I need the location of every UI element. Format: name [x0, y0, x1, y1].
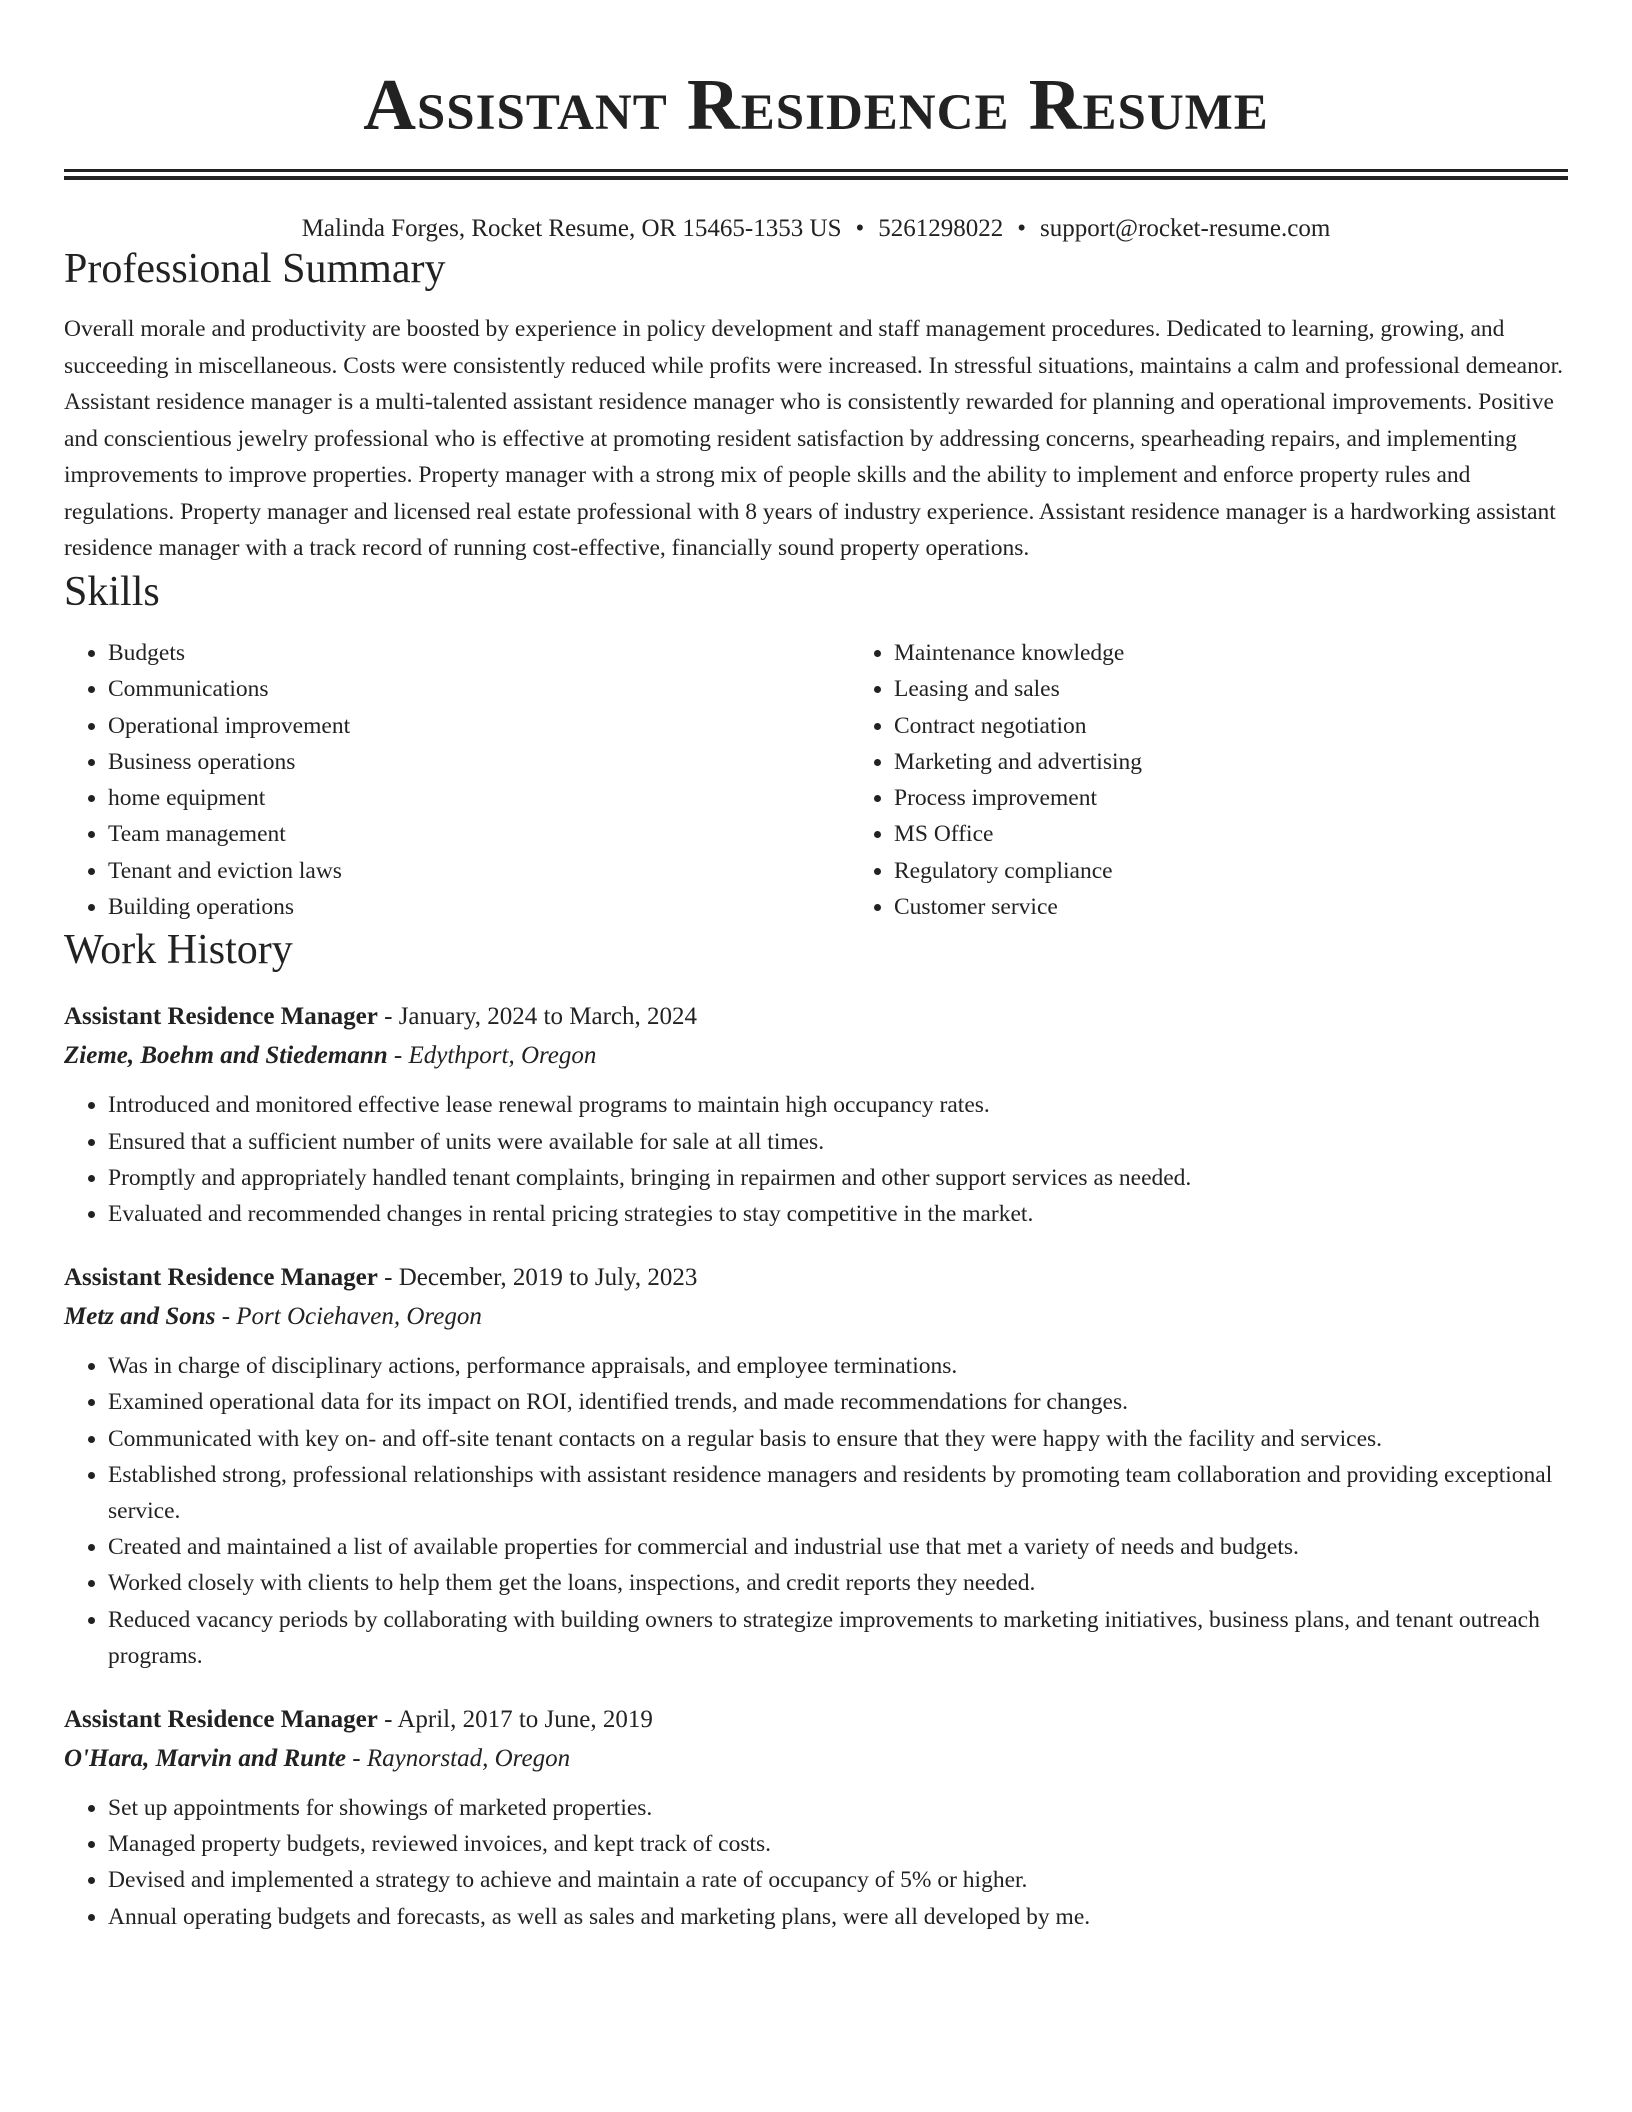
job-company: Metz and Sons	[64, 1303, 216, 1331]
job-bullet-list	[64, 1087, 1568, 1232]
skill-item: • home equipment	[108, 780, 850, 816]
job-company-line: O'Hara, Marvin and Runte - Raynorstad, Oregon	[64, 1744, 571, 1772]
job-dates: April, 2017 to June, 2019	[397, 1705, 653, 1733]
job-bullet: • Set up appointments for showings of marketed properties.	[108, 1790, 1568, 1826]
job-bullet: • Examined operational data for its impact on ROI, identified trends, and made recommendations for changes.	[108, 1384, 1568, 1420]
skill-item: • Maintenance knowledge	[894, 635, 1142, 671]
job-title: Assistant Residence Manager	[64, 1003, 378, 1031]
job-location: Edythport, Oregon	[408, 1042, 597, 1070]
job-bullet: • Was in charge of disciplinary actions, performance appraisals, and employee terminations.	[108, 1348, 1568, 1384]
job-title-line: Assistant Residence Manager - April, 2017 to June, 2019	[64, 1705, 653, 1733]
job-bullet: • Devised and implemented a strategy to achieve and maintain a rate of occupancy of 5% or higher.	[108, 1862, 1568, 1898]
skills-section	[64, 567, 1568, 925]
skill-item: • Process improvement	[894, 780, 1142, 816]
skill-item: • Leasing and sales	[894, 671, 1142, 707]
job-bullet: • Worked closely with clients to help them get the loans, inspections, and credit reports they needed.	[108, 1565, 1568, 1601]
job-company: O'Hara, Marvin and Runte	[64, 1744, 347, 1772]
skill-item: • MS Office	[894, 816, 1142, 852]
contact-phone: 5261298022	[878, 215, 1004, 242]
job-dates: December, 2019 to July, 2023	[398, 1264, 698, 1292]
job-title: Assistant Residence Manager	[64, 1705, 378, 1733]
skill-item: • Communications	[108, 671, 850, 707]
skills-heading: Skills	[64, 568, 160, 615]
job-location: Raynorstad, Oregon	[366, 1744, 571, 1772]
skill-item: • Operational improvement	[108, 708, 850, 744]
job-bullet: • Communicated with key on- and off-site tenant contacts on a regular basis to ensure that they were happy with the facility and services.	[108, 1421, 1568, 1457]
contact-separator: •	[1017, 215, 1027, 242]
job-bullet: • Created and maintained a list of available properties for commercial and industrial use that met a variety of needs and budgets.	[108, 1529, 1568, 1565]
job-company-line: Metz and Sons - Port Ociehaven, Oregon	[64, 1303, 482, 1331]
skill-item: • Customer service	[894, 889, 1142, 925]
job-bullet: • Annual operating budgets and forecasts, as well as sales and marketing plans, were all developed by me.	[108, 1899, 1568, 1935]
job-bullet: • Managed property budgets, reviewed invoices, and kept track of costs.	[108, 1826, 1568, 1862]
job-bullet: • Reduced vacancy periods by collaborating with building owners to strategize improvements to marketing initiatives, business plans, and tenant outreach programs.	[108, 1602, 1568, 1674]
job-bullet: • Introduced and monitored effective lease renewal programs to maintain high occupancy rates.	[108, 1087, 1568, 1123]
job-title: Assistant Residence Manager	[64, 1264, 378, 1292]
job-entry	[64, 997, 1568, 1232]
job-dates: January, 2024 to March, 2024	[398, 1003, 698, 1031]
contact-separator: •	[855, 215, 865, 242]
skills-column-left	[64, 635, 850, 925]
skill-item: • Building operations	[108, 889, 850, 925]
skills-column-right	[850, 635, 1142, 925]
skill-item: • Tenant and eviction laws	[108, 853, 850, 889]
contact-line	[64, 214, 1568, 244]
title-double-rule	[64, 169, 1568, 180]
summary-heading: Professional Summary	[64, 246, 446, 292]
skill-item: • Regulatory compliance	[894, 853, 1142, 889]
resume-title: Assistant Residence Resume	[363, 64, 1269, 145]
skill-item: • Team management	[108, 816, 850, 852]
professional-summary-section	[64, 244, 1568, 567]
job-bullet: • Promptly and appropriately handled tenant complaints, bringing in repairmen and other support services as needed.	[108, 1160, 1568, 1196]
work-history-heading: Work History	[64, 926, 293, 973]
job-bullet-list	[64, 1348, 1568, 1674]
job-bullet-list	[64, 1790, 1568, 1935]
job-entry	[64, 1258, 1568, 1674]
job-bullet: • Evaluated and recommended changes in rental pricing strategies to stay competitive in the market.	[108, 1196, 1568, 1232]
summary-text: Overall morale and productivity are boosted by experience in policy development and staff management procedures. Dedicated to learning, growing, and succeeding in miscellaneous. Costs were consistently reduced while profits were increased. In stressful situations, maintains a calm and professional demeanor. Assistant residence manager is a multi-talented assistant residence manager who is consistently rewarded for planning and operational improvements. Positive and conscientious jewelry professional who is effective at promoting resident satisfaction by addressing concerns, spearheading repairs, and implementing improvements to improve properties. Property manager with a strong mix of people skills and the ability to implement and enforce property rules and regulations. Property manager and licensed real estate professional with 8 years of industry experience. Assistant residence manager is a hardworking assistant residence manager with a track record of running cost-effective, financially sound property operations.	[64, 316, 1564, 562]
skill-item: • Marketing and advertising	[894, 744, 1142, 780]
skill-item: • Contract negotiation	[894, 708, 1142, 744]
job-title-line: Assistant Residence Manager - January, 2024 to March, 2024	[64, 1003, 698, 1031]
job-entry	[64, 1700, 1568, 1935]
job-bullet: • Ensured that a sufficient number of units were available for sale at all times.	[108, 1124, 1568, 1160]
job-company: Zieme, Boehm and Stiedemann	[64, 1042, 388, 1070]
job-company-line: Zieme, Boehm and Stiedemann - Edythport, Oregon	[64, 1042, 597, 1070]
skill-item: • Budgets	[108, 635, 850, 671]
job-location: Port Ociehaven, Oregon	[236, 1303, 482, 1331]
contact-email: support@rocket-resume.com	[1040, 215, 1331, 242]
skills-grid	[64, 635, 1568, 925]
job-bullet: • Established strong, professional relationships with assistant residence managers and residents by promoting team collaboration and providing exceptional service.	[108, 1457, 1568, 1529]
job-title-line: Assistant Residence Manager - December, 2019 to July, 2023	[64, 1264, 698, 1292]
work-history-section	[64, 925, 1568, 1935]
contact-address: Malinda Forges, Rocket Resume, OR 15465-1353 US	[301, 215, 842, 242]
skill-item: • Business operations	[108, 744, 850, 780]
